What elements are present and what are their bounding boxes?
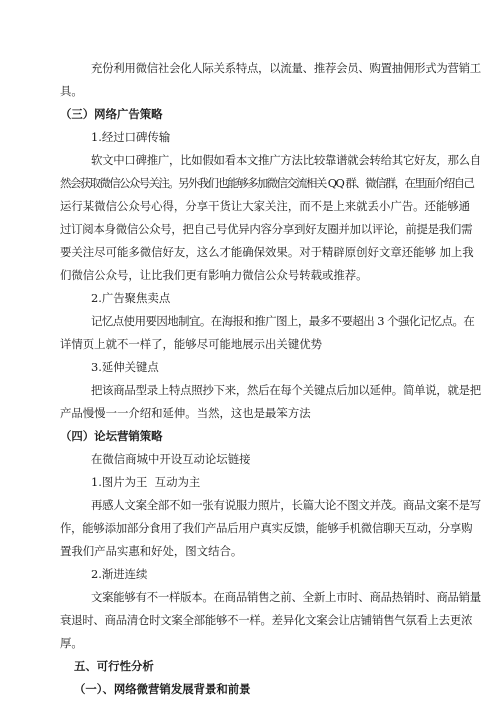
paragraph-line: 衰退时、商品清仓时文案全部能够不一样。差异化文案会让店铺销售气氛看上去更浓 [60, 613, 473, 627]
paragraph-line: 软文中口碑推广，比如假如看本文推广方法比较靠谱就会转给其它好友，那么自 [91, 153, 481, 167]
section-heading: （三）网络广告策略 [60, 107, 163, 121]
paragraph-line: 厚。 [60, 636, 83, 650]
sub-heading: 1.图片为王 互动为主 [91, 475, 201, 489]
paragraph-line: 再感人文案全部不如一张有说服力照片，长篇大论不图文并茂。商品文案不是写 [91, 498, 481, 512]
paragraph-line: 然会获取微信公众号关注。另外我们也能够多加微信交流相关 QQ 群、微信群，在里面介绍自己 [60, 176, 474, 190]
section-heading: （四）论坛营销策略 [60, 429, 163, 443]
paragraph-line: 置我们产品实惠和好处，图文结合。 [60, 544, 243, 558]
paragraph-line: 充份利用微信社会化人际关系特点，以流量、推荐会员、购置抽佣形式为营销工 [91, 61, 481, 75]
sub-heading: 2.广告聚焦卖点 [91, 291, 171, 305]
paragraph-line: 把该商品型录上特点照抄下来，然后在每个关键点后加以延伸。简单说，就是把 [91, 383, 481, 397]
paragraph-line: 们微信公众号，让比我们更有影响力微信公众号转载或推荐。 [60, 268, 368, 282]
paragraph-line: 具。 [60, 84, 83, 98]
paragraph-line: 作，能够添加部分食用了我们产品后用户真实反馈，能够手机微信聊天互动，分享购 [60, 521, 473, 535]
paragraph-line: 记忆点使用要因地制宜。在海报和推广图上，最多不要超出 3 个强化记忆点。在 [91, 314, 475, 328]
sub-heading: 1.经过口碑传输 [91, 130, 171, 144]
paragraph-line: 要关注尽可能多微信好友，这么才能确保效果。对于精辟原创好文章还能够 加上我 [60, 245, 474, 259]
sub-heading: 3.延伸关键点 [91, 360, 159, 374]
paragraph-line: 产品慢慢一一介绍和延伸。当然，这也是最笨方法 [60, 406, 311, 420]
paragraph-line: 在微信商城中开设互动论坛链接 [91, 452, 251, 466]
sub-heading: 2.渐进连续 [91, 567, 148, 581]
paragraph-line: 运行某微信公众号心得，分享干货让大家关注，而不是上来就丢小广告。还能够通 [60, 199, 471, 213]
section-heading: （一）、网络微营销发展背景和前景 [74, 682, 251, 696]
paragraph-line: 过订阅本身微信公众号，把自己号优异内容分享到好友圈并加以评论，前提是我们需 [60, 222, 473, 236]
paragraph-line: 文案能够有不一样版本。在商品销售之前、全新上市时、商品热销时、商品销量 [91, 590, 481, 604]
chapter-heading: 五、可行性分析 [74, 659, 154, 673]
paragraph-line: 详情页上就不一样了，能够尽可能地展示出关键优势 [60, 337, 322, 351]
